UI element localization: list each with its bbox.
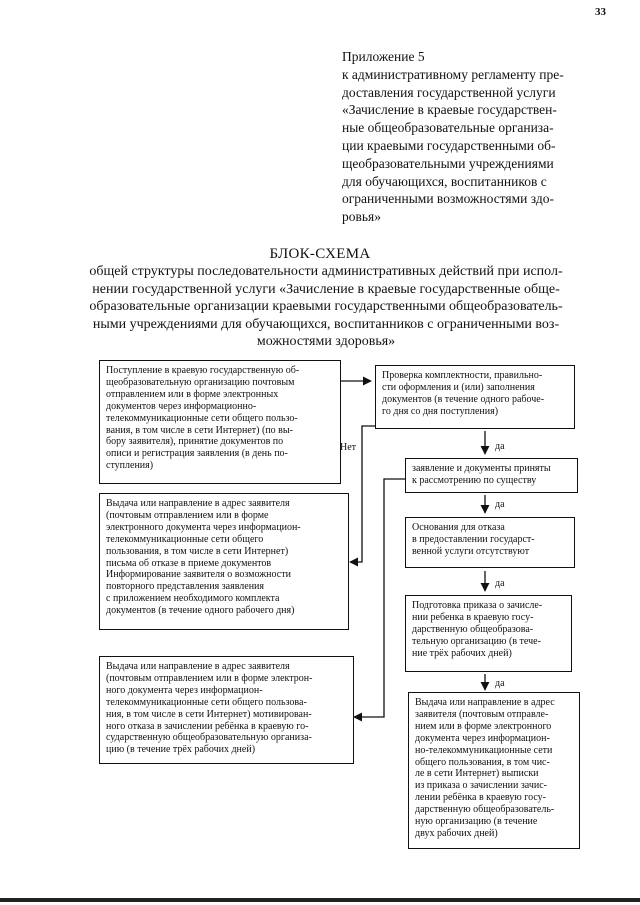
box-line: ния, в том числе в сети Интернет) мотивирован-: [106, 708, 312, 720]
box-line: общего пользования, в том чис-: [415, 756, 550, 768]
box-line: ного отказа в зачислении ребёнка в краевую го-: [106, 720, 309, 732]
box-line: го дня со дня поступления): [382, 405, 499, 417]
page-number: 33: [595, 6, 606, 18]
document-title: БЛОК-СХЕМА: [269, 246, 371, 262]
box-line: документов (в течение одного рабоче-: [382, 393, 545, 405]
box-line: с приложением необходимого комплекта: [106, 593, 280, 605]
label-yes: да: [495, 578, 505, 589]
box-line: тельную организацию (в тече-: [412, 635, 541, 647]
box-line: описи и регистрация заявления (в день по-: [106, 448, 288, 460]
appendix-line: ные общеобразовательные организа-: [342, 120, 554, 136]
box-line: электронного документа через информацион-: [106, 521, 301, 533]
reasoned-refusal-box: [99, 656, 354, 764]
label-yes: да: [495, 678, 505, 689]
box-line: (почтовым отправлением или в форме электрон-: [106, 672, 313, 684]
appendix-line: щеобразовательными учреждениями: [342, 155, 554, 171]
box-line: пользования, в том числе в сети Интернет): [106, 545, 289, 557]
box-line: заявителя (почтовым отправле-: [415, 708, 549, 720]
box-line: бору заявителя), принятие документов по: [106, 436, 284, 448]
box-line: повторного представления заявления: [106, 581, 265, 593]
box-line: Информирование заявителя о возможности: [106, 569, 291, 581]
grounds-box: [405, 517, 575, 568]
box-line: ную организацию (в течение: [415, 816, 538, 828]
box-line: Подготовка приказа о зачисле-: [412, 600, 543, 611]
box-line: нии ребенка в краевую госу-: [412, 611, 534, 623]
box-line: нием или в форме электронного: [415, 720, 552, 732]
box-line: к рассмотрению по существу: [412, 474, 537, 486]
box-line: из приказа о зачислении зачис-: [415, 780, 547, 792]
appendix-line: ограниченными возможностями здо-: [342, 191, 554, 207]
box-line: телекоммуникационные сети общего пользо-: [106, 412, 298, 424]
box-line: телекоммуникационные сети общего: [106, 533, 264, 545]
box-line: заявление и документы приняты: [412, 463, 551, 474]
appendix-line: к административному регламенту пре-: [342, 66, 564, 82]
box-line: вания, в том числе в сети Интернет) (по вы-: [106, 424, 293, 436]
appendix-line: «Зачисление в краевые государствен-: [342, 102, 557, 118]
box-line: ступления): [106, 460, 154, 472]
box-line: венной услуги отсутствуют: [412, 545, 530, 557]
box-line: Выдача или направление в адрес заявителя: [106, 498, 290, 509]
appendix-line: Приложение 5: [342, 49, 425, 64]
box-line: в предоставлении государст-: [412, 533, 535, 545]
box-line: телекоммуникационные сети общего пользова-: [106, 696, 307, 708]
box-line: двух рабочих дней): [415, 827, 498, 839]
appendix-line: доставления государственной услуги: [342, 84, 556, 100]
box-line: ние трёх рабочих дней): [412, 647, 512, 659]
order-issue-box: [408, 692, 580, 849]
scan-edge-bar: [0, 898, 640, 902]
box-line: Основания для отказа: [412, 522, 505, 533]
box-line: (почтовым отправлением или в форме: [106, 509, 269, 521]
box-line: документов через информационно-: [106, 400, 257, 412]
box-line: ного документа через информацион-: [106, 684, 263, 696]
label-no: Нет: [340, 442, 357, 453]
box-line: но-телекоммуникационные сети: [415, 744, 553, 756]
appendix-line: ровья»: [342, 209, 381, 225]
document-subtitle: общей структуры последовательности административных действий при испол-нении государственной услуги «Зачисление в краевые государственные обще-образовательные организации краевыми государственными общеобразователь-ными учреждениями для обучающихся, воспитанников с ограниченными воз-можностями здоровья»: [89, 264, 563, 350]
box-line: Выдача или направление в адрес: [415, 697, 555, 708]
appendix-line: для обучающихся, воспитанников с: [342, 173, 547, 189]
box-line: щеобразовательную организацию почтовым: [106, 376, 295, 388]
box-line: дарственную общеобразова-: [412, 623, 534, 635]
box-line: Проверка комплектности, правильно-: [382, 370, 543, 381]
box-line: цию (в течение трёх рабочих дней): [106, 744, 256, 756]
accepted-box: [405, 458, 578, 493]
appendix-line: ции краевыми государственными об-: [342, 137, 556, 153]
box-line: документа через информацион-: [415, 732, 550, 744]
box-line: лении ребёнка в краевую госу-: [415, 792, 546, 804]
box-line: документов (в течение одного рабочего дня): [106, 605, 295, 617]
box-line: сударственную общеобразовательную организа-: [106, 732, 312, 744]
box-line: письма об отказе в приеме документов: [106, 557, 272, 569]
label-yes: да: [495, 441, 505, 452]
box-line: дарственную общеобразователь-: [415, 804, 555, 816]
box-line: Выдача или направление в адрес заявителя: [106, 661, 290, 672]
order-prep-box: [405, 595, 572, 672]
box-line: отправлением или в форме электронных: [106, 388, 279, 400]
check-box: [375, 365, 575, 429]
label-yes: да: [495, 499, 505, 510]
box-line: ле в сети Интернет) выписки: [415, 768, 539, 780]
receipt-box: [99, 360, 341, 484]
box-line: Поступление в краевую государственную об-: [106, 365, 300, 376]
refusal-notice-box: [99, 493, 349, 630]
box-line: сти оформления и (или) заполнения: [382, 381, 535, 393]
